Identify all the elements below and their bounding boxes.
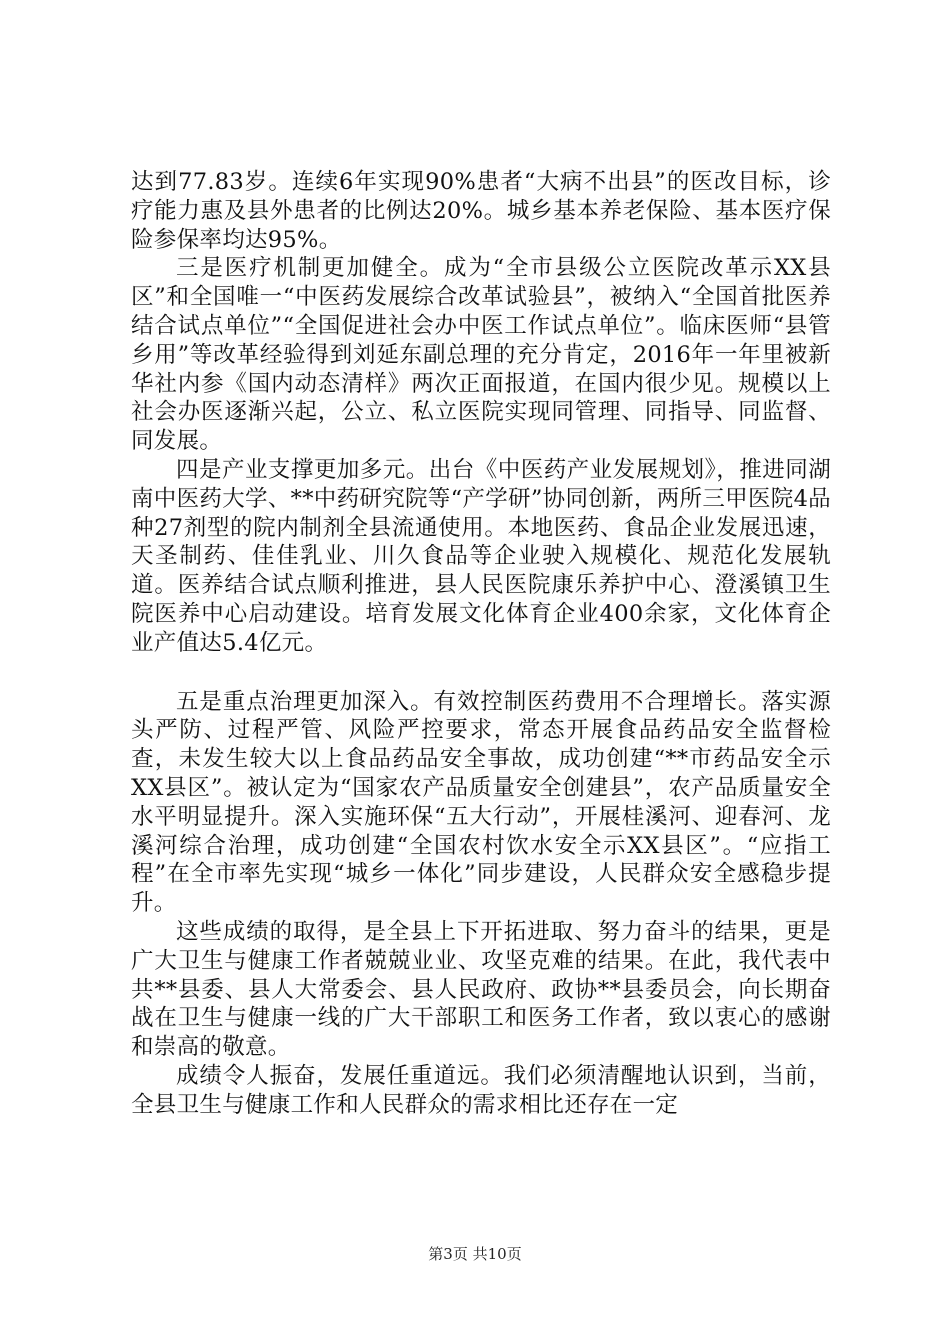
paragraph-continued: 达到77.83岁。连续6年实现90%患者“大病不出县”的医改目标，诊疗能力惠及县外患者的比例达20%。城乡基本养老保险、基本医疗保险参保率均达95%。 xyxy=(131,169,831,253)
paragraph-medical-mechanism: 三是医疗机制更加健全。成为“全市县级公立医院改革示XX县区”和全国唯一“中医药发展综合改革试验县”，被纳入“全国首批医养结合试点单位”“全国促进社会办中医工作试点单位”。临床医师“县管乡用”等改革经验得到刘延东副总理的充分肯定，2016年一年里被新华社内参《国内动态清样》两次正面报道，在国内很少见。规模以上社会办医逐渐兴起，公立、私立医院实现同管理、同指导、同监督、同发展。 xyxy=(131,255,831,455)
paragraph-achievements-thanks: 这些成绩的取得，是全县上下开拓进取、努力奋斗的结果，更是广大卫生与健康工作者兢兢业业、攻坚克难的结果。在此，我代表中共**县委、县人大常委会、县人民政府、政协**县委员会，向长期奋战在卫生与健康一线的广大干部职工和医务工作者，致以衷心的感谢和崇高的敬意。 xyxy=(131,918,831,1061)
paragraph-industry-support: 四是产业支撑更加多元。出台《中医药产业发展规划》，推进同湖南中医药大学、**中药研究院等“产学研”协同创新，两所三甲医院4品种27剂型的院内制剂全县流通使用。本地医药、食品企业发展迅速，天圣制药、佳佳乳业、川久食品等企业驶入规模化、规范化发展轨道。医养结合试点顺利推进，县人民医院康乐养护中心、澄溪镇卫生院医养中心启动建设。培育发展文化体育企业400余家，文化体育企业产值达5.4亿元。 xyxy=(131,456,831,656)
document-body xyxy=(131,168,831,1120)
paragraph-key-governance: 五是重点治理更加深入。有效控制医药费用不合理增长。落实源头严防、过程严管、风险严控要求，常态开展食品药品安全监督检查，未发生较大以上食品药品安全事故，成功创建“**市药品安全示XX县区”。被认定为“国家农产品质量安全创建县”，农产品质量安全水平明显提升。深入实施环保“五大行动”，开展桂溪河、迎春河、龙溪河综合治理，成功创建“全国农村饮水安全示XX县区”。“应指工程”在全市率先实现“城乡一体化”同步建设，人民群众安全感稳步提升。 xyxy=(131,688,831,917)
page-number-footer: 第3页 共10页 xyxy=(428,1245,522,1263)
paragraph-challenges: 成绩令人振奋，发展任重道远。我们必须清醒地认识到，当前，全县卫生与健康工作和人民群众的需求相比还存在一定 xyxy=(131,1062,831,1118)
